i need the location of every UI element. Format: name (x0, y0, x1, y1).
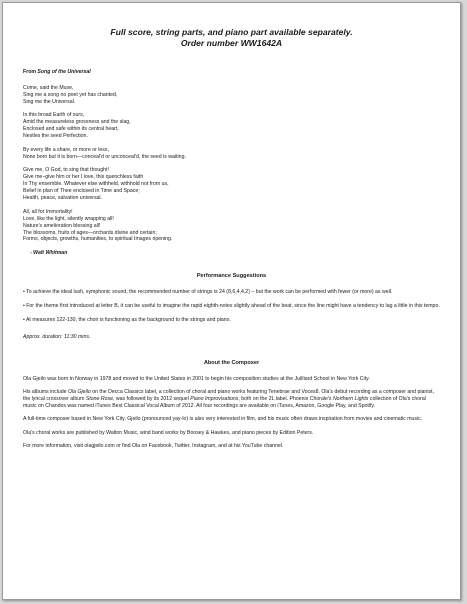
performance-bullet: • For the theme first introduced at letter B, it can be useful to imagine the rapid eighth-notes slightly ahead of the beat, since the line might have a tendency to lag a little in this tempo. (23, 303, 440, 310)
text-run: collection of Ola's choral music on Chandos was named iTunes Best Classical Vocal Album of 2012. All four recordings are available on iTunes, Amazon, Google Play, and Spotify. (23, 395, 426, 409)
poem-line: Give me–give him or her I love, this quenchless faith (23, 174, 144, 181)
text-run: , both on the 2L label. Phoenix Chorale's (238, 395, 333, 402)
poem-source-prefix: From (23, 69, 38, 75)
about-paragraph (23, 389, 440, 410)
poem-line: Enclosed and safe within its central heart, (23, 126, 119, 133)
page-header (3, 27, 460, 49)
about-paragraph: A full-time composer based in New York City, Gjeilo (pronounced yay-lo) is also very interested in film, and his music often draws inspiration from movies and cinematic music. (23, 416, 423, 423)
poem-line: Forms, objects, growths, humanities, to spiritual Images ripening. (23, 236, 173, 243)
text-run: on the Decca Classics label, a collection of choral and piano works featuring Tenebrae and Voces8. Ola's debut recording as a composer and pianist, the lyrical crossover album (23, 389, 434, 402)
poem-stanza (23, 147, 440, 161)
poem-line: Come, said the Muse, (23, 84, 74, 91)
performance-title: Performance Suggestions (196, 273, 267, 280)
poem-line: Belief in plan of Thee enclosed in Time and Space; (23, 188, 140, 195)
album-title: Ola Gjeilo (67, 389, 91, 396)
album-title: Piano Improvisations (190, 395, 239, 402)
poem-line: In Thy ensemble. Whatever else withheld, withhold not from us, (23, 181, 169, 188)
poem-stanza (23, 209, 440, 244)
poem-line: The blossoms, fruits of ages—orchards divine and certain; (23, 229, 157, 236)
poem-line: In this broad Earth of ours, (23, 112, 85, 119)
album-title: Stone Rose (85, 395, 113, 402)
about-title: About the Composer (203, 359, 260, 366)
poem-stanza (23, 85, 440, 106)
header-line-2: Order number WW1642A (180, 38, 283, 48)
poem-line: Health, peace, salvation universal. (23, 195, 103, 202)
header-line-1: Full score, string parts, and piano part available separately. (110, 27, 353, 37)
about-paragraph: Ola Gjeilo was born in Norway in 1978 and moved to the United States in 2001 to begin his composition studies at the Juilliard School in New York City. (23, 375, 370, 382)
performance-bullet: • At measures 122-130, the choir is functioning as the background to the strings and piano. (23, 316, 232, 323)
poem-line: Nature's amelioration blessing all! (23, 222, 101, 229)
poem-line: All, all for Immortality! (23, 208, 73, 215)
duration-note: Approx. duration: 11:30 mins. (23, 333, 91, 340)
poem-line: None born but it is born—conceal'd or unconceal'd, the seed is waiting. (23, 153, 186, 160)
poem-line: Love, like the light, silently wrapping all! (23, 215, 114, 222)
poem-line: Amid the measureless grossness and the slag, (23, 119, 131, 126)
about-paragraph: For more information, visit olagjeilo.com or find Ola on Facebook, Twitter, Instagram, and at his YouTube channel. (23, 443, 284, 450)
about-paragraph: Ola's choral works are published by Walton Music, wind band works by Boosey & Hawkes, and piano pieces by Edition Peters. (23, 429, 314, 436)
poem-line: Nestles the seed Perfection. (23, 133, 88, 140)
poem-line: By every life a share, or more or less, (23, 146, 109, 153)
poem-source (23, 69, 440, 76)
text-run: , was followed by its 2012 sequel (112, 395, 191, 402)
poem-stanza (23, 167, 440, 202)
document-page (2, 2, 461, 600)
poem (23, 85, 440, 257)
poem-attribution: - Walt Whitman (30, 250, 68, 257)
text-run: His albums include (23, 389, 68, 396)
poem-line: Sing me a song no poet yet has chanted, (23, 91, 118, 98)
poem-line: Give me, O God, to sing that thought! (23, 167, 109, 174)
performance-bullet: • To achieve the ideal lush, symphonic sound, the recommended number of strings is 24 (8,6,4,4,2) – but the work can be performed with fewer (or more) as well. (23, 289, 393, 296)
album-title: Northern Lights (332, 395, 369, 402)
page-content (23, 69, 440, 457)
poem-source-title: Song of the Universal (37, 69, 91, 75)
poem-line: Sing me the Universal. (23, 98, 76, 105)
poem-stanza (23, 112, 440, 140)
